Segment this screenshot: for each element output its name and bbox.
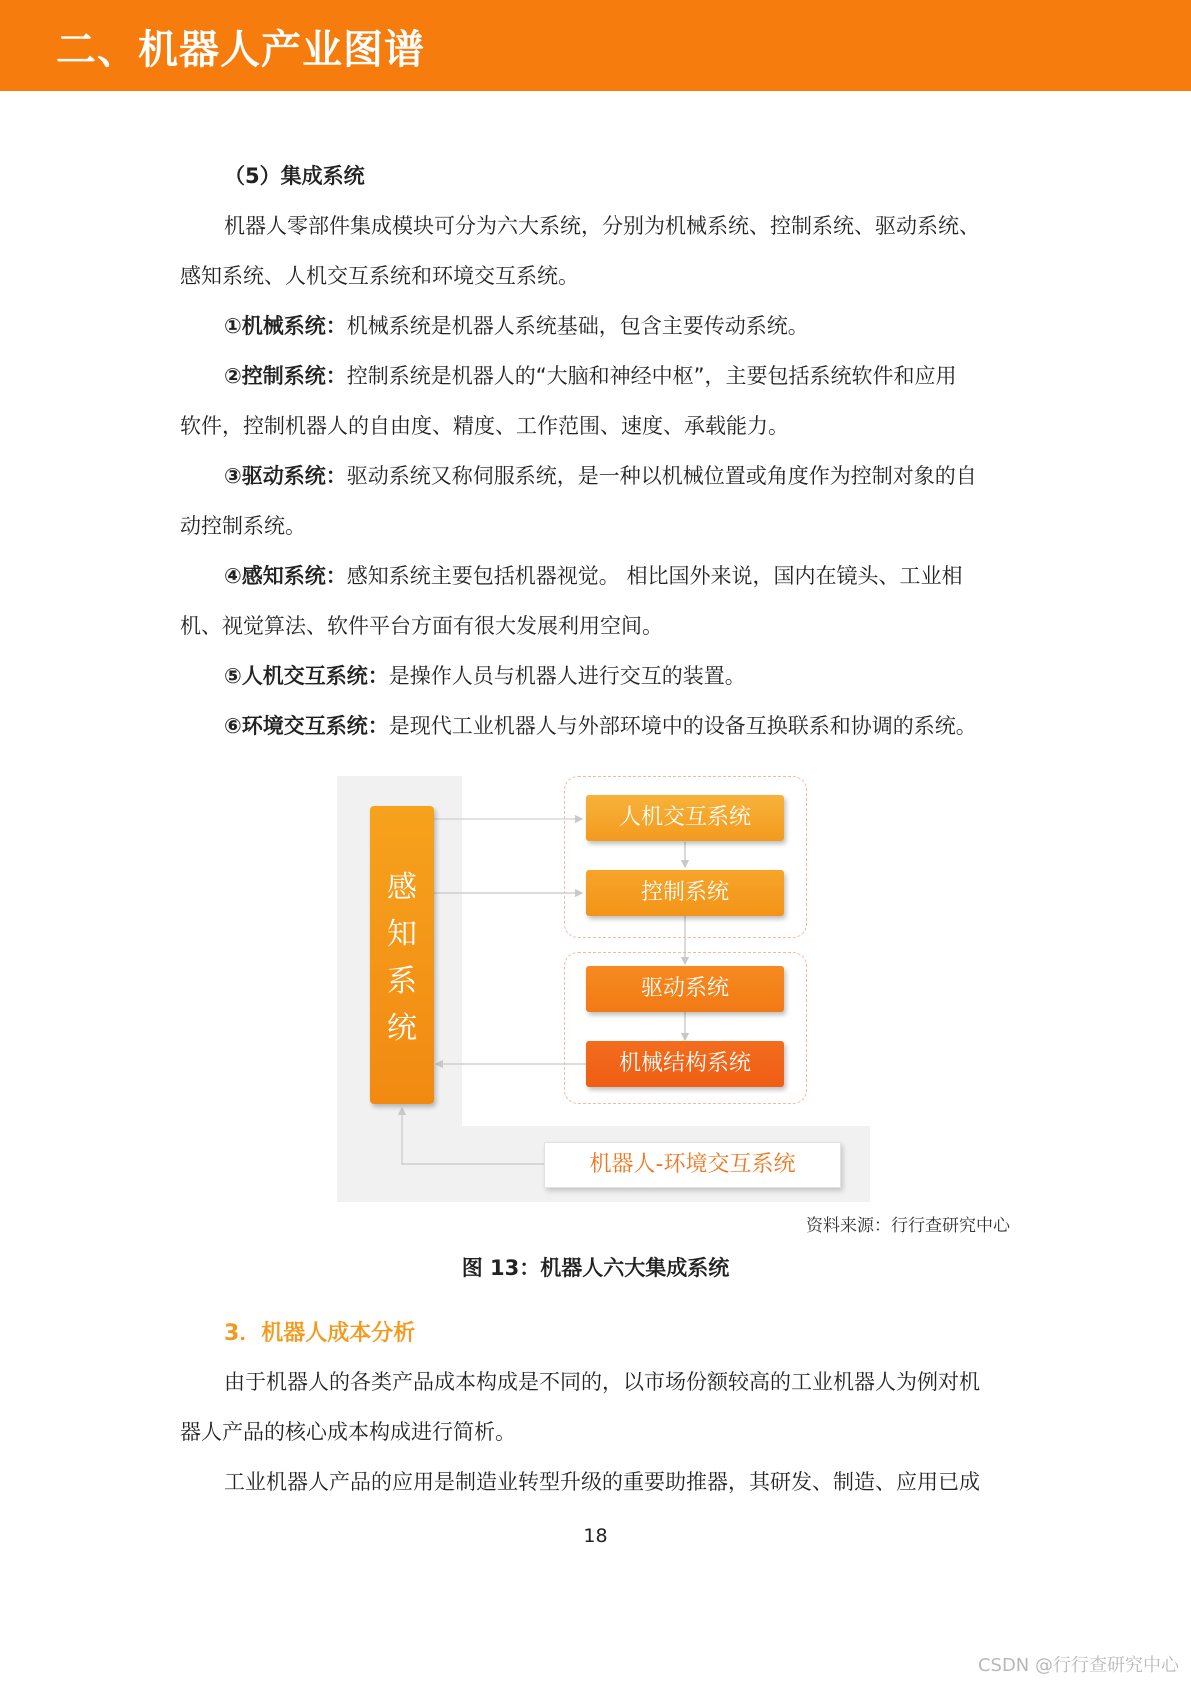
item-drive <box>224 451 977 501</box>
item-label: ③驱动系统： <box>224 464 347 488</box>
item-text: 驱动系统又称伺服系统，是一种以机械位置或角度作为控制对象的自 <box>346 464 977 488</box>
perception-char: 系 <box>387 964 417 999</box>
figure-source: 资料来源：行行查研究中心 <box>806 1216 1010 1236</box>
item-text: 是操作人员与机器人进行交互的装置。 <box>388 664 746 688</box>
cost-para-line-1: 由于机器人的各类产品成本构成是不同的，以市场份额较高的工业机器人为例对机 <box>224 1370 980 1394</box>
perception-char: 感 <box>387 870 417 905</box>
connector-line <box>402 1108 544 1164</box>
header-bar <box>0 0 1191 91</box>
page-number: 18 <box>583 1525 608 1547</box>
item-label: ⑤人机交互系统： <box>224 664 389 688</box>
item-label: ②控制系统： <box>224 364 347 388</box>
perception-char: 知 <box>387 917 417 952</box>
hmi-system-box: 人机交互系统 <box>586 795 784 841</box>
item-text: 机械系统是机器人系统基础，包含主要传动系统。 <box>346 314 809 338</box>
perception-char: 统 <box>387 1011 417 1046</box>
intro-line-2: 感知系统、人机交互系统和环境交互系统。 <box>180 264 579 288</box>
item-label: ④感知系统： <box>224 564 347 588</box>
perception-system-block <box>370 806 434 1104</box>
item-control <box>224 351 957 401</box>
drive-system-box: 驱动系统 <box>586 966 784 1012</box>
chapter-title: 二、机器人产业图谱 <box>56 27 425 73</box>
figure-caption: 图 13：机器人六大集成系统 <box>461 1256 730 1280</box>
item-drive-cont: 动控制系统。 <box>180 514 306 538</box>
item-perception <box>224 551 962 601</box>
sub-heading: （5）集成系统 <box>224 164 365 188</box>
integration-systems-diagram <box>337 776 870 1202</box>
watermark: CSDN @行行查研究中心 <box>977 1655 1179 1676</box>
control-system-box: 控制系统 <box>586 870 784 916</box>
item-mechanical <box>224 301 809 351</box>
mechanical-system-box: 机械结构系统 <box>586 1041 784 1087</box>
item-label: ①机械系统： <box>224 314 347 338</box>
item-text: 感知系统主要包括机器视觉。 相比国外来说，国内在镜头、工业相 <box>346 564 963 588</box>
item-environment <box>224 701 977 751</box>
item-perception-cont: 机、视觉算法、软件平台方面有很大发展利用空间。 <box>180 614 663 638</box>
section-heading: 3．机器人成本分析 <box>224 1321 416 1346</box>
item-text: 是现代工业机器人与外部环境中的设备互换联系和协调的系统。 <box>388 714 977 738</box>
intro-line-1: 机器人零部件集成模块可分为六大系统，分别为机械系统、控制系统、驱动系统、 <box>224 214 980 238</box>
item-control-cont: 软件，控制机器人的自由度、精度、工作范围、速度、承载能力。 <box>180 414 789 438</box>
cost-para-line-2: 器人产品的核心成本构成进行简析。 <box>180 1420 516 1444</box>
cost-para2-line-1: 工业机器人产品的应用是制造业转型升级的重要助推器，其研发、制造、应用已成 <box>224 1470 980 1494</box>
item-text: 控制系统是机器人的“大脑和神经中枢”，主要包括系统软件和应用 <box>346 364 957 388</box>
item-label: ⑥环境交互系统： <box>224 714 389 738</box>
item-hmi <box>224 651 746 701</box>
environment-interaction-box: 机器人-环境交互系统 <box>544 1142 841 1188</box>
